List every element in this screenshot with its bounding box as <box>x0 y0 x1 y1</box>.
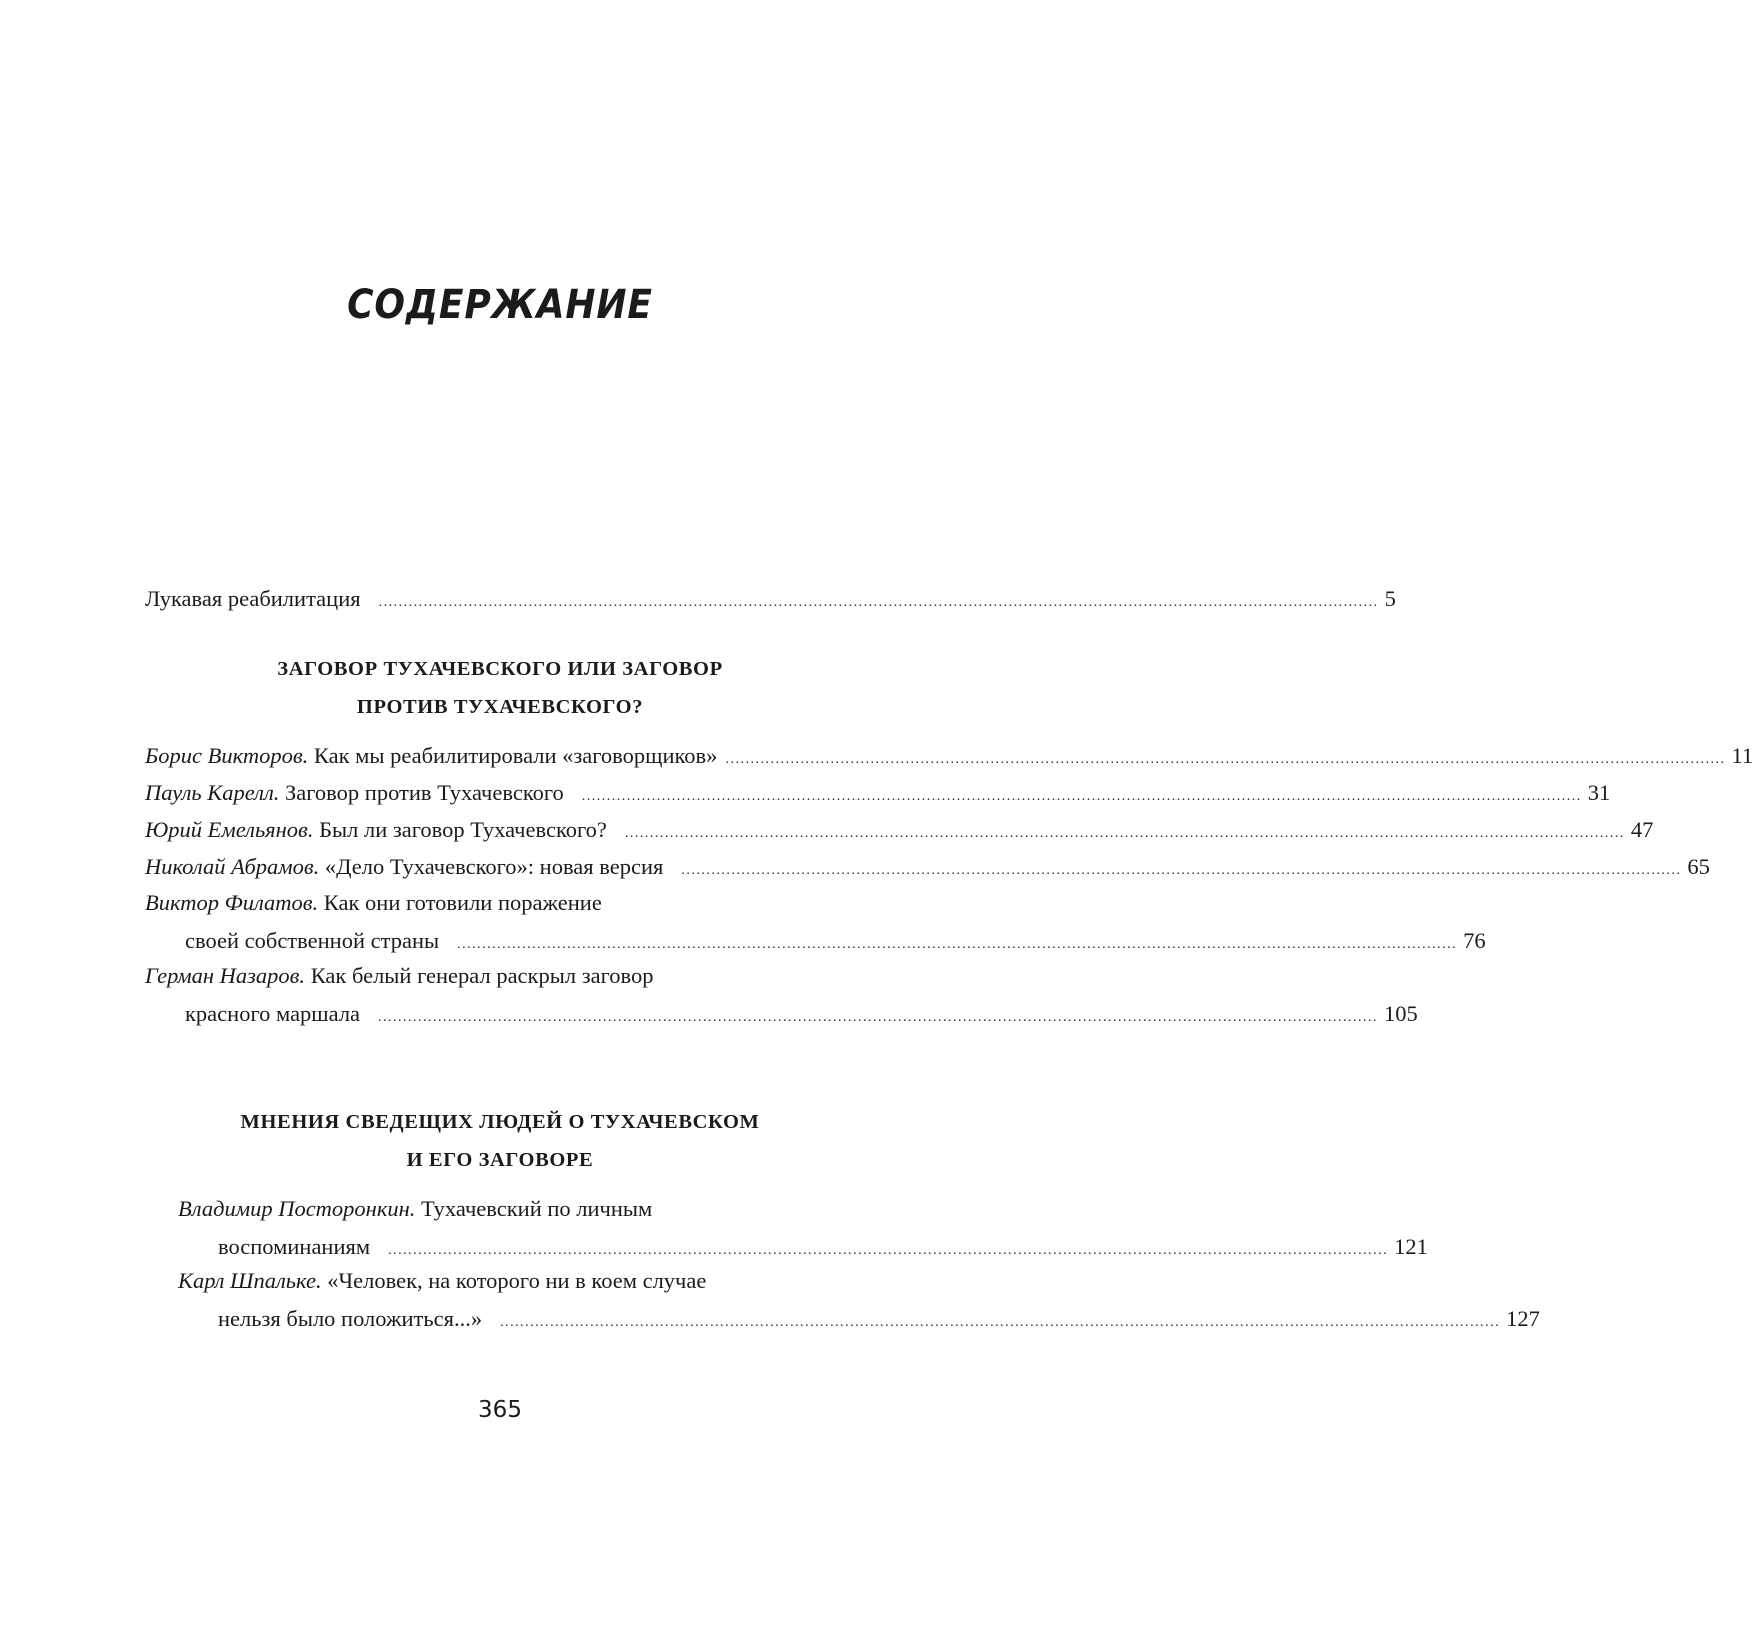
entry-author: Борис Викторов. <box>145 743 309 768</box>
entry-author: Николай Абрамов. <box>145 854 320 879</box>
entry-title: Как белый генерал раскрыл заговор <box>310 963 654 988</box>
entry-title-continuation: красного маршала <box>185 1001 361 1026</box>
toc-entry[interactable] <box>145 884 1486 964</box>
entry-title-continuation: своей собственной страны <box>185 928 440 953</box>
leader-dots: ........................................................................................................................................................................................................ <box>500 1315 1501 1330</box>
section-heading-2-line-1: МНЕНИЯ СВЕДЕЩИХ ЛЮДЕЙ О ТУХАЧЕВСКОМ <box>240 1111 760 1133</box>
entry-author: Юрий Емельянов. <box>145 817 314 842</box>
entry-author: Пауль Карелл. <box>145 780 280 805</box>
leader-dots: ........................................................................................................................................................................................................ <box>681 863 1682 878</box>
entry-page: 121 <box>1394 1234 1428 1259</box>
entry-page: 31 <box>1587 780 1611 805</box>
entry-title: Как они готовили поражение <box>323 890 602 915</box>
page-number: 365 <box>478 1397 522 1423</box>
entry-title: Как мы реабилитировали «заговорщиков» <box>313 743 718 768</box>
section-heading-1-line-2: ПРОТИВ ТУХАЧЕВСКОГО? <box>356 696 644 718</box>
entry-title: Был ли заговор Тухачевского? <box>319 817 607 842</box>
entry-title: Заговор против Тухачевского <box>285 780 564 805</box>
toc-entry[interactable] <box>145 737 1753 779</box>
toc-entry[interactable] <box>145 957 1418 1037</box>
entry-page: 11 <box>1731 743 1753 768</box>
entry-page: 76 <box>1463 928 1486 953</box>
entry-title: Тухачевский по личным <box>421 1196 653 1221</box>
entry-page: 5 <box>1384 586 1396 611</box>
entry-title: «Человек, на которого ни в коем случае <box>327 1268 707 1293</box>
toc-entry[interactable] <box>178 1190 1428 1270</box>
leader-dots: ........................................................................................................................................................................................................ <box>624 826 1625 841</box>
toc-entry[interactable] <box>145 774 1611 816</box>
leader-dots: ........................................................................................................................................................................................................ <box>581 789 1582 804</box>
page-title: СОДЕРЖАНИЕ <box>347 282 653 328</box>
entry-author: Герман Назаров. <box>145 963 306 988</box>
entry-author: Владимир Посторонкин. <box>178 1196 416 1221</box>
leader-dots: ........................................................................................................................................................................................................ <box>457 937 1458 952</box>
entry-page: 105 <box>1384 1001 1418 1026</box>
section-heading-2-line-2: И ЕГО ЗАГОВОРЕ <box>406 1149 594 1171</box>
entry-title: Лукавая реабилитация <box>145 586 361 611</box>
leader-dots: ........................................................................................................................................................................................................ <box>388 1243 1389 1258</box>
leader-dots: ........................................................................................................................................................................................................ <box>725 752 1726 767</box>
toc-entry[interactable] <box>145 811 1654 853</box>
entry-page: 127 <box>1506 1306 1540 1331</box>
entry-page: 65 <box>1687 854 1710 879</box>
toc-entry[interactable] <box>178 1262 1540 1342</box>
section-heading-1-line-1: ЗАГОВОР ТУХАЧЕВСКОГО ИЛИ ЗАГОВОР <box>277 658 723 680</box>
toc-entry-intro[interactable] <box>145 580 1396 622</box>
entry-title: «Дело Тухачевского»: новая версия <box>324 854 664 879</box>
leader-dots: ........................................................................................................................................................................................................ <box>378 1010 1379 1025</box>
entry-author: Карл Шпальке. <box>178 1268 322 1293</box>
entry-title-continuation: нельзя было положиться...» <box>218 1306 483 1331</box>
entry-page: 47 <box>1630 817 1654 842</box>
entry-title-continuation: воспоминаниям <box>218 1234 371 1259</box>
leader-dots: ........................................................................................................................................................................................................ <box>378 595 1379 610</box>
entry-author: Виктор Филатов. <box>145 890 319 915</box>
